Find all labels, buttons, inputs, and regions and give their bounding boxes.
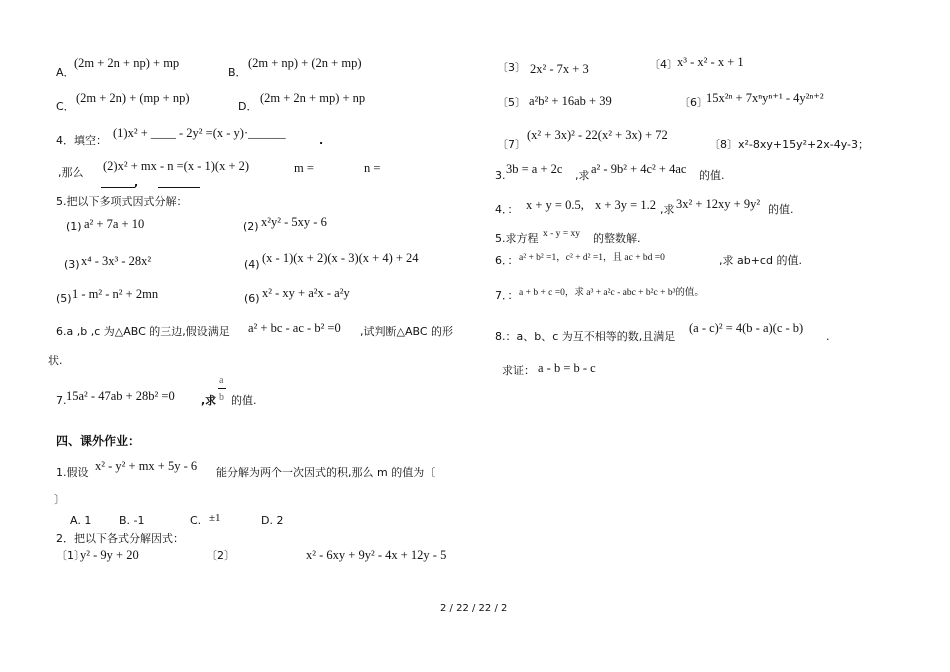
q5-4-label: (4) — [244, 258, 260, 271]
r3-expression: 2x² - 7x + 3 — [530, 62, 589, 76]
q5-1-expression: a² + 7a + 10 — [84, 217, 145, 231]
r7-label: 〔7〕 — [497, 138, 526, 151]
q5-3-label: (3) — [64, 258, 80, 271]
r4-expression: x³ - x² - x + 1 — [677, 55, 744, 69]
page-number: 2 / 22 / 22 / 2 — [440, 603, 508, 614]
rq5-text: 5.求方程 — [495, 232, 539, 245]
option-d-label: D． — [238, 100, 258, 113]
rq3-label: 3. — [495, 169, 506, 182]
q4-n-answer-blank — [158, 187, 200, 188]
homework-1-bracket-close: 〕 — [54, 493, 65, 506]
rq3-text: ,求 — [575, 169, 590, 182]
q4-comma: , — [134, 176, 139, 189]
q6-text-continued: ,试判断△ABC 的形 — [360, 325, 454, 338]
homework-1-text-continued: 能分解为两个一次因式的积,那么 m 的值为〔 — [216, 466, 436, 479]
q5-6-expression: x² - xy + a²x - a²y — [262, 286, 350, 300]
rq4-expression-1: x + y = 0.5, — [526, 198, 584, 212]
q7-label: 7. — [56, 394, 67, 407]
rq8-period: . — [826, 330, 830, 343]
r4-label: 〔4〕 — [649, 58, 678, 71]
q5-2-expression: x²y² - 5xy - 6 — [261, 215, 327, 229]
homework-1-expression: x² - y² + mx + 5y - 6 — [95, 459, 198, 473]
homework-2-2-expression: x² - 6xy + 9y² - 4x + 12y - 5 — [306, 548, 447, 562]
rq3-expression-1: 3b = a + 2c — [506, 162, 563, 176]
q4-n-label: n = — [364, 161, 381, 175]
rq6-label: 6．： — [495, 254, 519, 267]
q5-1-label: (1) — [66, 220, 82, 233]
q7-text: ,求 — [201, 394, 217, 407]
section-4-title: 四、课外作业： — [56, 434, 141, 448]
rq5-expression: x - y = xy — [543, 229, 581, 239]
option-d-expression: (2m + 2n + mp) + np — [260, 91, 366, 105]
q7-fraction-numerator: a — [219, 375, 224, 386]
option-a-label: A． — [56, 66, 75, 79]
q6-text: 6.a ,b ,c 为△ABC 的三边,假设满足 — [56, 325, 230, 338]
rq8-text: 8.：a、b、c 为互不相等的数,且满足 — [495, 330, 676, 343]
rq4-expression-2: x + 3y = 1.2 — [595, 198, 656, 212]
q4-expression-1: (1)x² + ____ - 2y² =(x - y)·______ — [113, 126, 286, 140]
r8-text: 〔8〕x²-8xy+15y²+2x-4y-3； — [709, 138, 870, 151]
rq8-expression: (a - c)² = 4(b - a)(c - b) — [689, 321, 804, 335]
rq8-prove-label: 求证： — [502, 364, 535, 377]
q5-label: 5.把以下多项式因式分解： — [56, 195, 188, 208]
q4-m-answer-blank — [101, 187, 135, 188]
homework-1-text: 1.假设 — [56, 466, 89, 479]
rq3-text-end: 的值. — [699, 169, 725, 182]
q6-expression: a² + bc - ac - b² =0 — [248, 321, 341, 335]
rq4-text: ,求 — [660, 203, 675, 216]
option-c-label: C． — [56, 100, 75, 113]
q5-5-expression: 1 - m² - n² + 2mn — [72, 287, 159, 301]
q4-period: . — [319, 134, 324, 147]
rq4-expression-3: 3x² + 12xy + 9y² — [676, 197, 761, 211]
q7-expression: 15a² - 47ab + 28b² =0 — [66, 389, 175, 403]
rq6-text: ,求 ab+cd 的值. — [719, 254, 802, 267]
homework-2-2-label: 〔2〕 — [206, 549, 235, 562]
q5-3-expression: x⁴ - 3x³ - 28x² — [81, 254, 152, 268]
q7-fraction-bar — [218, 388, 226, 389]
r6-expression: 15x²ⁿ + 7xⁿyⁿ⁺¹ - 4y²ⁿ⁺² — [706, 91, 824, 105]
r7-expression: (x² + 3x)² - 22(x² + 3x) + 72 — [527, 128, 668, 142]
homework-1-option-a: A. 1 — [70, 514, 92, 527]
homework-1-option-c: C. — [190, 514, 202, 527]
q5-6-label: (6) — [244, 292, 260, 305]
r6-label: 〔6〕 — [679, 96, 708, 109]
homework-2-1-label: 〔1〕 — [56, 549, 85, 562]
q5-4-expression: (x - 1)(x + 2)(x - 3)(x + 4) + 24 — [262, 251, 419, 265]
q5-5-label: (5) — [56, 292, 72, 305]
q4-expression-2: (2)x² + mx - n =(x - 1)(x + 2) — [103, 159, 250, 173]
option-a-expression: (2m + 2n + np) + mp — [74, 56, 180, 70]
q4-m-label: m = — [294, 161, 314, 175]
homework-2-label: 2．把以下各式分解因式： — [56, 532, 184, 545]
q6-text-end: 状. — [48, 354, 63, 367]
rq4-text-end: 的值. — [768, 203, 794, 216]
homework-2-1-expression: y² - 9y + 20 — [80, 548, 139, 562]
option-b-expression: (2m + np) + (2n + mp) — [248, 56, 362, 70]
rq4-label: 4．： — [495, 203, 519, 216]
q5-2-label: (2) — [243, 220, 259, 233]
rq6-expression: a² + b² =1，c² + d² =1，且 ac + bd =0 — [519, 253, 665, 263]
option-b-label: B． — [228, 66, 247, 79]
rq7-text: a + b + c =0，求 a³ + a²c - abc + b²c + b³的值。 — [519, 288, 704, 298]
homework-1-option-b: B. -1 — [119, 514, 145, 527]
r5-label: 〔5〕 — [497, 96, 526, 109]
q4-label: 4．填空： — [56, 134, 107, 147]
r3-label: 〔3〕 — [497, 61, 526, 74]
r5-expression: a²b² + 16ab + 39 — [529, 94, 612, 108]
q4-then-text: ,那么 — [58, 166, 84, 179]
homework-1-option-c-value: ±1 — [209, 512, 221, 524]
option-c-expression: (2m + 2n) + (mp + np) — [76, 91, 190, 105]
rq7-label: 7．： — [495, 289, 519, 302]
q7-fraction-denominator: b — [219, 392, 224, 403]
homework-1-option-d: D. 2 — [261, 514, 284, 527]
rq8-prove-expression: a - b = b - c — [538, 361, 596, 375]
rq5-text-end: 的整数解. — [593, 232, 641, 245]
rq3-expression-2: a² - 9b² + 4c² + 4ac — [591, 162, 687, 176]
q7-text-end: 的值. — [231, 394, 257, 407]
